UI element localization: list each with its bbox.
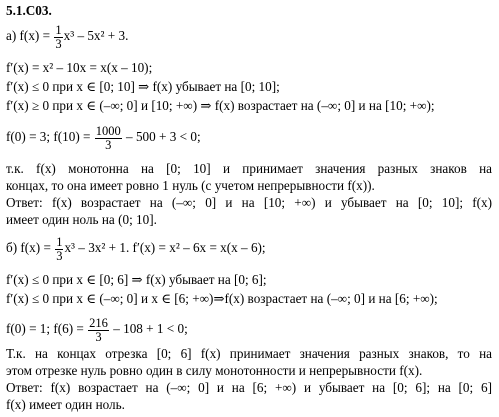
part-b-values-fraction xyxy=(88,317,109,343)
part-a-function-suffix: x³ – 5x² + 3. xyxy=(63,28,129,44)
fraction-denominator: 3 xyxy=(55,36,62,51)
part-a-answer-line2: имеет один ноль на (0; 10]. xyxy=(6,212,157,227)
part-b-function-suffix: x³ – 3x² + 1. f′(x) = x² – 6x = x(x – 6); xyxy=(64,240,266,256)
part-a-values-prefix: f(0) = 3; f(10) = xyxy=(6,129,94,145)
part-a-derivative: f′(x) = x² – 10x = x(x – 10); xyxy=(6,60,153,75)
part-b-function-fraction xyxy=(55,236,63,262)
part-b-function-prefix: б) f(x) = xyxy=(6,240,55,256)
part-a-function xyxy=(6,24,128,50)
fraction-numerator: 1 xyxy=(56,235,63,249)
part-b-increasing: f′(x) ≤ 0 при x ∈ (–∞; 0] и x ∈ [6; +∞)⇒f(x) возрастает на (–∞; 0] и на [6; +∞); xyxy=(6,291,438,306)
part-a-explanation-line2: концах, то она имеет ровно 1 нуль (с учетом непрерывности f(x)). xyxy=(6,178,375,193)
part-a-explanation-line1: т.к. f(x) монотонна на [0; 10] и принимает значения разных знаков на xyxy=(6,161,492,176)
part-a-function-prefix: а) f(x) = xyxy=(6,28,54,44)
fraction-numerator: 1 xyxy=(55,23,62,37)
part-b-values xyxy=(6,317,188,343)
part-a-values xyxy=(6,125,201,151)
part-b-explanation-line1: Т.к. на концах отрезка [0; 6] f(x) принимает значения разных знаков, то на xyxy=(6,346,492,361)
part-b-values-prefix: f(0) = 1; f(6) = xyxy=(6,321,88,337)
problem-title: 5.1.C03. xyxy=(6,3,52,18)
fraction-numerator: 1000 xyxy=(95,124,121,138)
part-a-increasing: f′(x) ≥ 0 при x ∈ (–∞; 0] и [10; +∞) ⇒ f(x) возрастает на (–∞; 0] и на [10; +∞); xyxy=(6,98,435,113)
part-b-answer-line1: Ответ: f(x) возрастает на (–∞; 0] и на [6; +∞) и убывает на [0; 6]; на [0; 6] xyxy=(6,380,492,395)
part-a-answer-line1: Ответ: f(x) возрастает на (–∞; 0] и на [10; +∞) и убывает на [0; 10]; f(x) xyxy=(6,195,492,210)
fraction-denominator: 3 xyxy=(105,137,112,152)
fraction-numerator: 216 xyxy=(89,316,108,330)
part-b-answer-line2: f(x) имеет один ноль. xyxy=(6,397,125,412)
fraction-denominator: 3 xyxy=(95,329,102,344)
part-b-explanation-line2: этом отрезке нуль ровно один в силу монотонности и непрерывности f(x). xyxy=(6,363,423,378)
part-a-values-suffix: – 500 + 3 < 0; xyxy=(122,129,201,145)
part-b-decreasing: f′(x) ≤ 0 при x ∈ [0; 6] ⇒ f(x) убывает на [0; 6]; xyxy=(6,272,267,287)
part-b-values-suffix: – 108 + 1 < 0; xyxy=(109,321,188,337)
part-a-decreasing: f′(x) ≤ 0 при x ∈ [0; 10] ⇒ f(x) убывает на [0; 10]; xyxy=(6,79,280,94)
part-b-function xyxy=(6,236,266,262)
part-a-values-fraction xyxy=(95,125,122,151)
part-a-function-fraction xyxy=(54,24,62,50)
fraction-denominator: 3 xyxy=(56,248,63,263)
